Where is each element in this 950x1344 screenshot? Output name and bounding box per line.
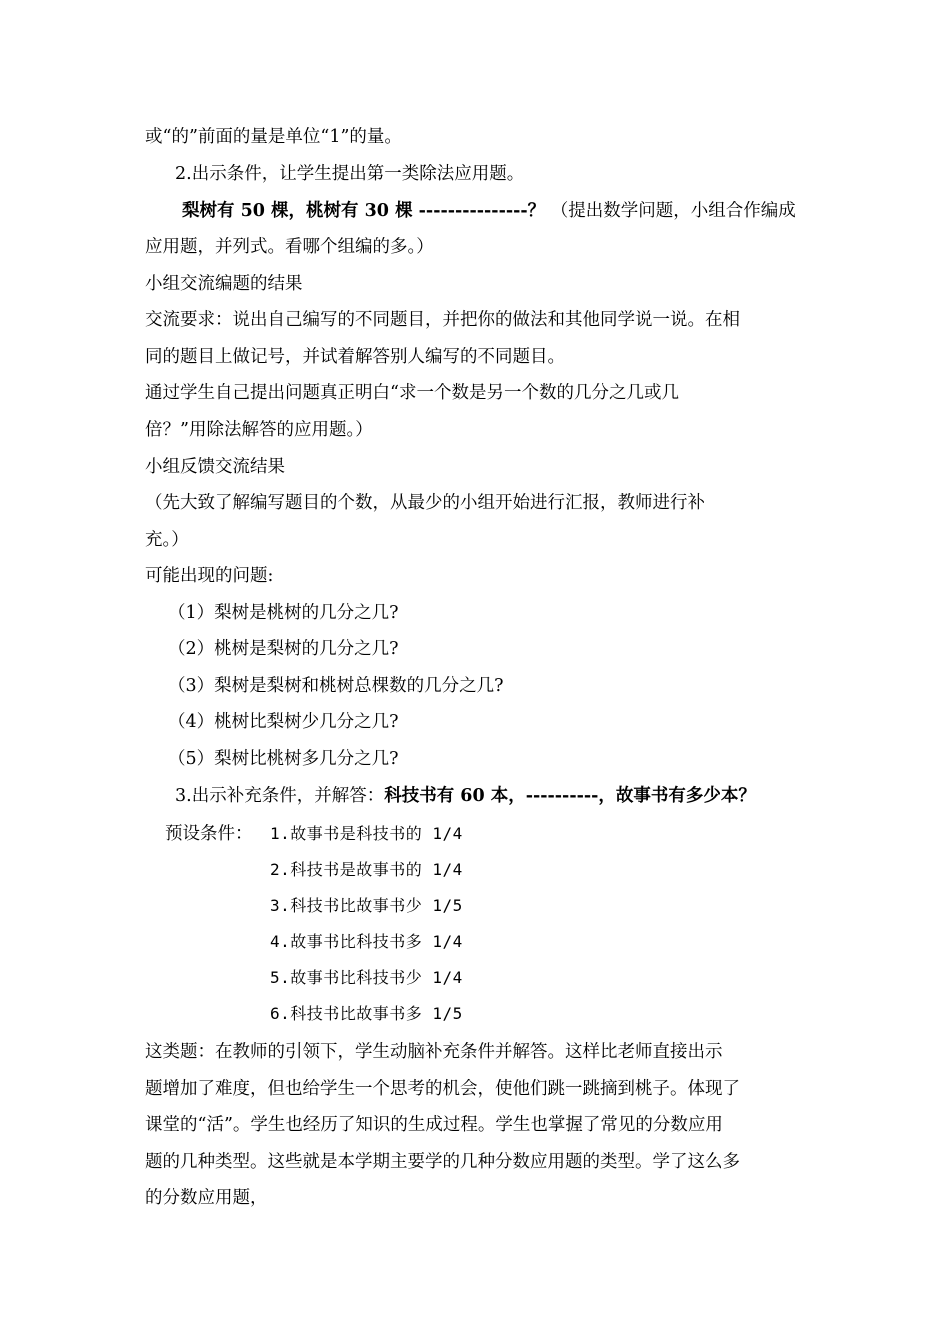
preset-item: 6.科技书比故事书多 1/5 bbox=[270, 1004, 463, 1023]
text-line: 题增加了难度，但也给学生一个思考的机会，使他们跳一跳摘到桃子。体现了 bbox=[145, 1079, 740, 1099]
bold-condition: 梨树有 50 棵，桃树有 30 棵 ---------------？ bbox=[182, 201, 546, 221]
text-line: 通过学生自己提出问题真正明白“求一个数是另一个数的几分之几或几 bbox=[145, 383, 679, 403]
text-line: 充。） bbox=[145, 530, 189, 550]
bold-condition: 科技书有 60 本，----------，故事书有多少本？ bbox=[384, 786, 756, 806]
text-line: 的分数应用题， bbox=[145, 1188, 268, 1208]
text-line: 倍？”用除法解答的应用题。） bbox=[145, 420, 373, 440]
text-span: 3.出示补充条件，并解答： bbox=[175, 786, 385, 806]
preset-label: 预设条件： bbox=[165, 824, 253, 844]
preset-item: 2.科技书是故事书的 1/4 bbox=[270, 860, 463, 879]
text-line: 可能出现的问题: bbox=[145, 566, 274, 586]
preset-item: 5.故事书比科技书少 1/4 bbox=[270, 968, 463, 987]
text-line: 课堂的“活”。学生也经历了知识的生成过程。学生也掌握了常见的分数应用 bbox=[145, 1115, 723, 1135]
text-line bbox=[175, 785, 840, 807]
preset-item: 4.故事书比科技书多 1/4 bbox=[270, 932, 463, 951]
question-item: （5）梨树比桃树多几分之几? bbox=[168, 749, 399, 769]
text-line: 小组交流编题的结果 bbox=[145, 274, 303, 294]
question-item: （3）梨树是梨树和桃树总棵数的几分之几? bbox=[168, 676, 504, 696]
text-line bbox=[182, 200, 847, 222]
question-item: （1）梨树是桃树的几分之几? bbox=[168, 603, 399, 623]
text-line: 交流要求：说出自己编写的不同题目，并把你的做法和其他同学说一说。在相 bbox=[145, 310, 740, 330]
text-line: 2.出示条件，让学生提出第一类除法应用题。 bbox=[175, 164, 525, 184]
question-item: （4）桃树比梨树少几分之几? bbox=[168, 712, 399, 732]
text-line: 或“的”前面的量是单位“1”的量。 bbox=[145, 127, 402, 147]
text-span: （提出数学问题，小组合作编成 bbox=[550, 201, 796, 221]
text-line: 这类题：在教师的引领下，学生动脑补充条件并解答。这样比老师直接出示 bbox=[145, 1042, 723, 1062]
text-line: （先大致了解编写题目的个数，从最少的小组开始进行汇报，教师进行补 bbox=[145, 493, 705, 513]
text-line: 题的几种类型。这些就是本学期主要学的几种分数应用题的类型。学了这么多 bbox=[145, 1152, 740, 1172]
text-line: 小组反馈交流结果 bbox=[145, 457, 285, 477]
text-line: 应用题，并列式。看哪个组编的多。） bbox=[145, 237, 434, 257]
preset-item: 1.故事书是科技书的 1/4 bbox=[270, 824, 463, 843]
question-item: （2）桃树是梨树的几分之几? bbox=[168, 639, 399, 659]
text-line: 同的题目上做记号，并试着解答别人编写的不同题目。 bbox=[145, 347, 565, 367]
preset-item: 3.科技书比故事书少 1/5 bbox=[270, 896, 463, 915]
